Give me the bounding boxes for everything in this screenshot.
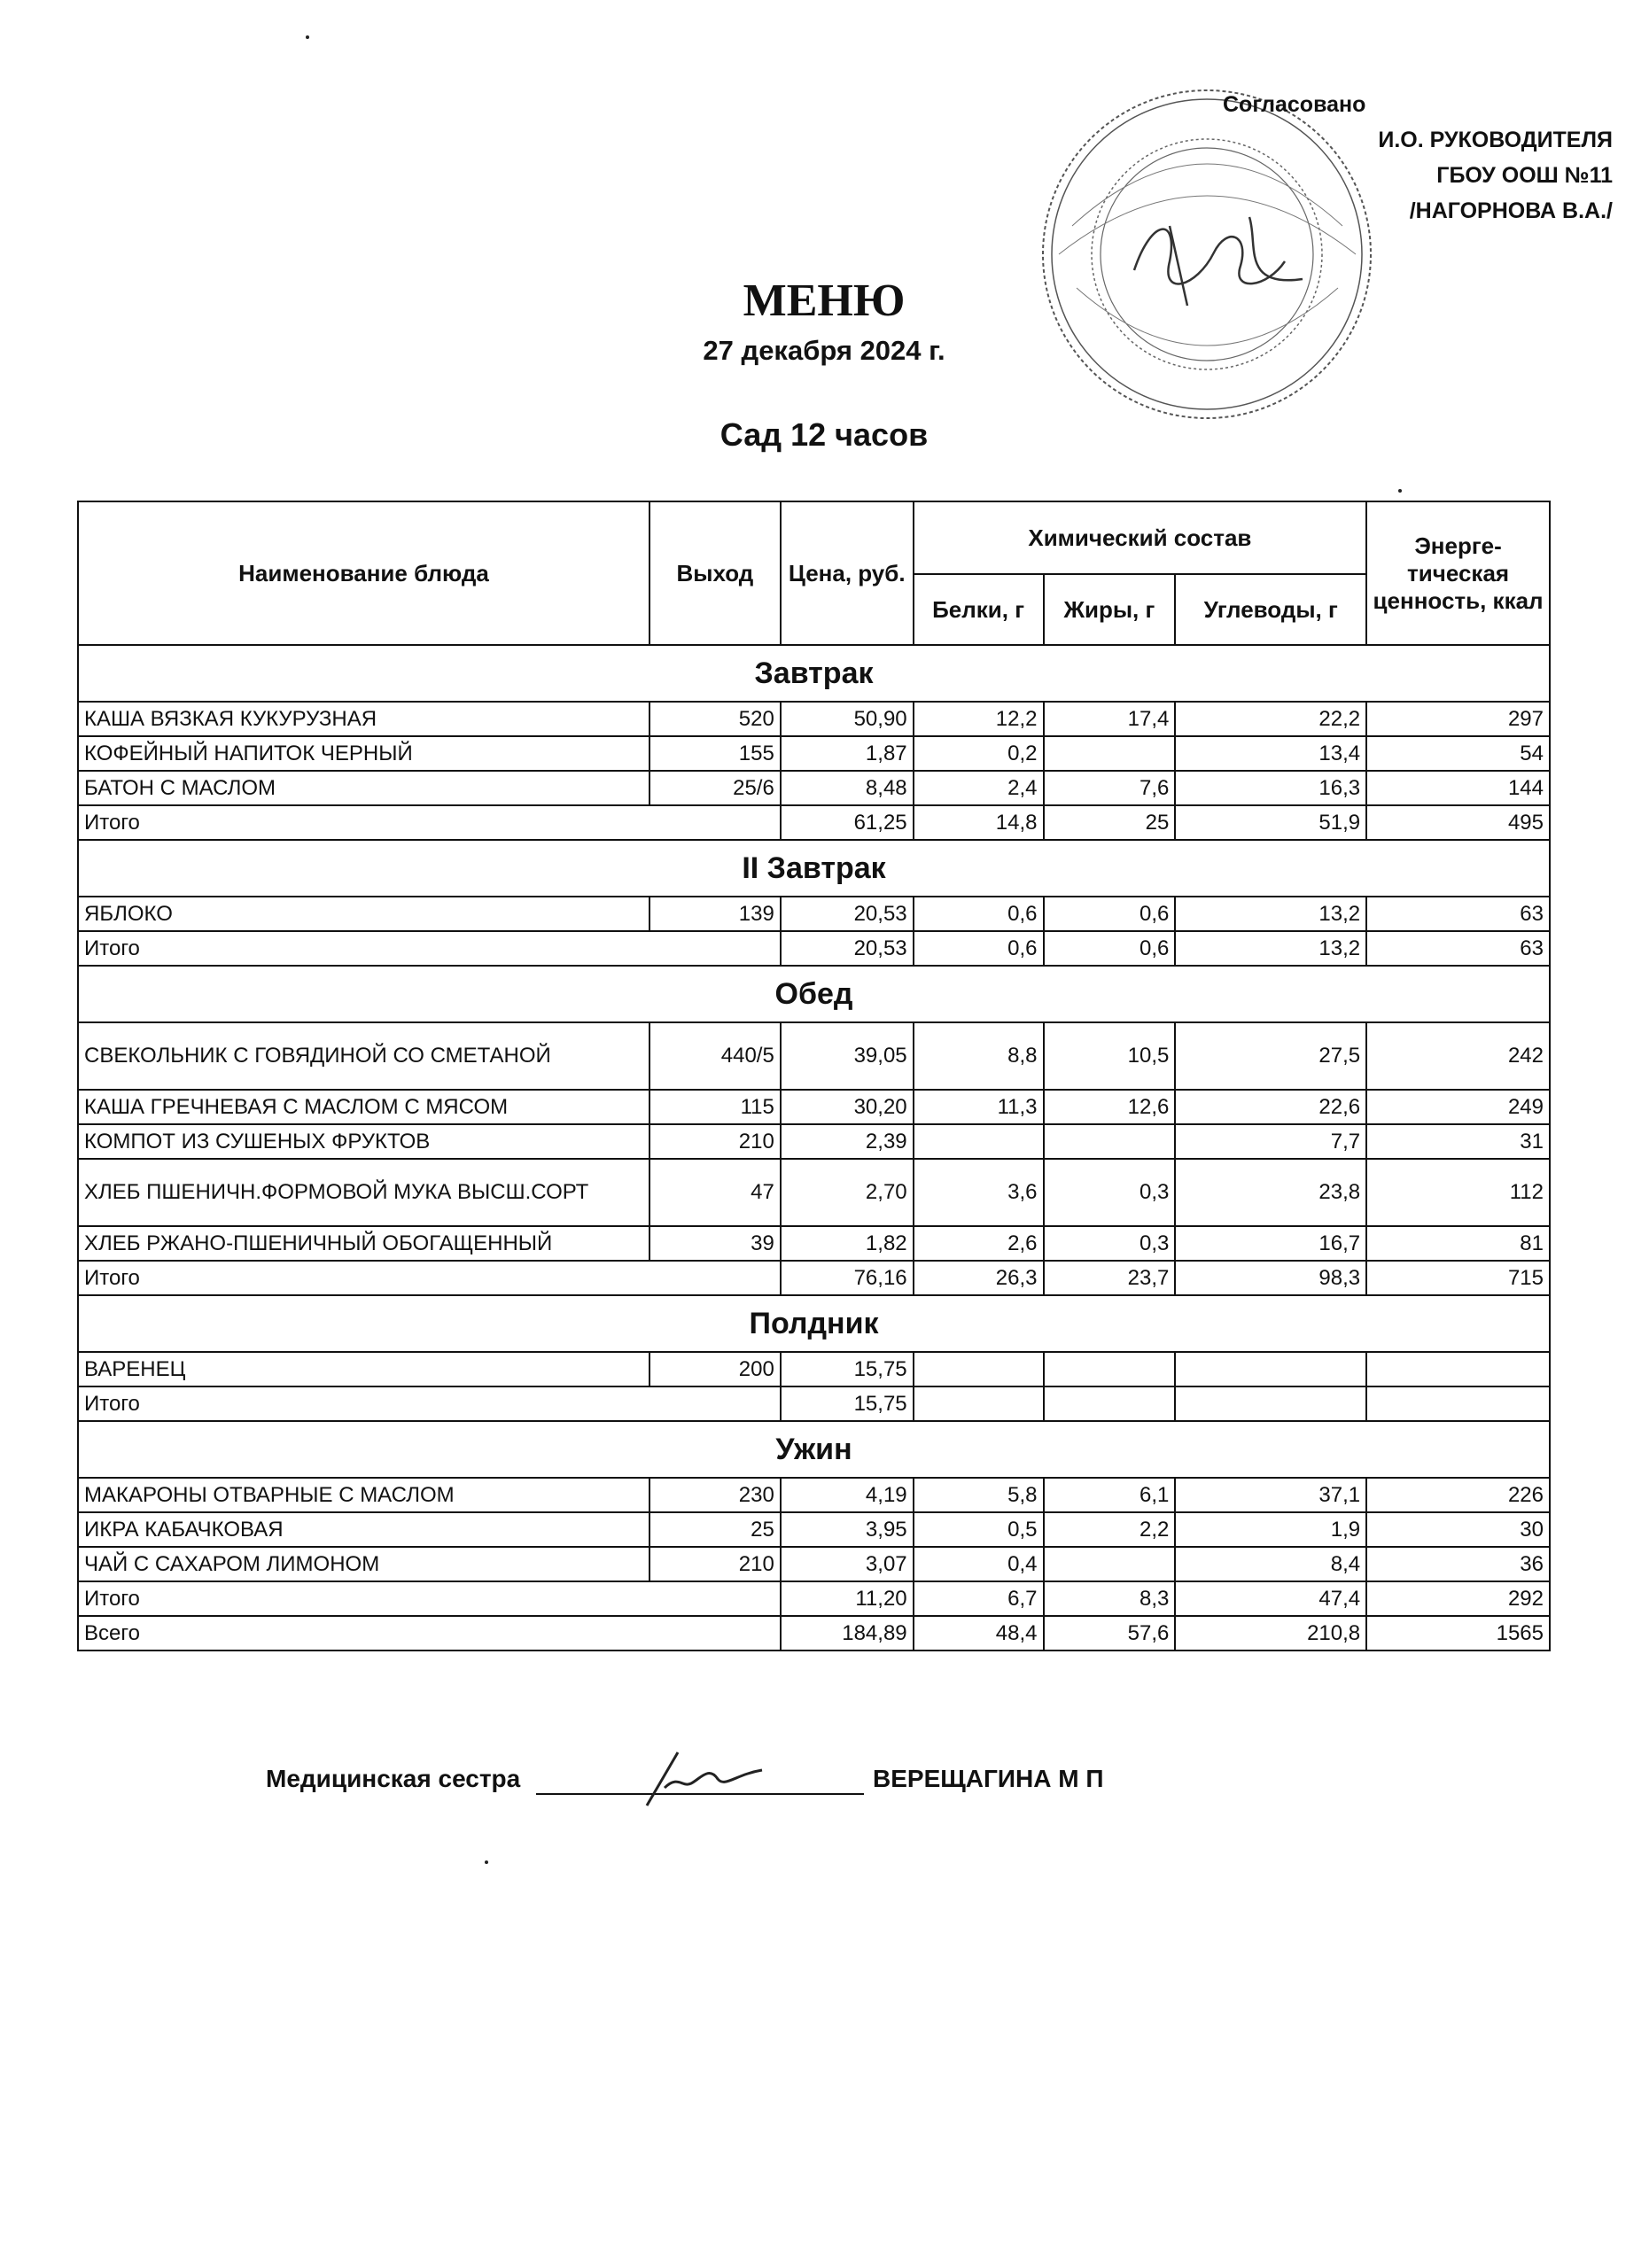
dish-carbs: 23,8	[1175, 1159, 1366, 1226]
dish-price: 8,48	[781, 771, 914, 805]
header-protein: Белки, г	[914, 574, 1044, 645]
dish-fat: 0,6	[1044, 897, 1176, 931]
header-carbs: Углеводы, г	[1175, 574, 1366, 645]
total-carbs	[1175, 1386, 1366, 1421]
dish-name: КАША ГРЕЧНЕВАЯ С МАСЛОМ С МЯСОМ	[78, 1090, 649, 1124]
table-row	[78, 897, 1550, 931]
total-label: Итого	[78, 1261, 781, 1295]
section-title: Завтрак	[78, 645, 1550, 702]
dish-output: 25	[649, 1512, 781, 1547]
dish-price: 15,75	[781, 1352, 914, 1386]
section-header	[78, 1295, 1550, 1352]
table-row	[78, 1512, 1550, 1547]
total-price: 76,16	[781, 1261, 914, 1295]
dish-output: 200	[649, 1352, 781, 1386]
grand-total-fat: 57,6	[1044, 1616, 1176, 1651]
dish-energy: 242	[1366, 1022, 1550, 1090]
dish-output: 520	[649, 702, 781, 736]
dish-name: ВАРЕНЕЦ	[78, 1352, 649, 1386]
total-label: Итого	[78, 1386, 781, 1421]
dish-carbs	[1175, 1352, 1366, 1386]
page-title: МЕНЮ	[743, 276, 906, 326]
total-protein	[914, 1386, 1044, 1421]
table-row	[78, 771, 1550, 805]
section-total-row	[78, 931, 1550, 966]
dish-carbs: 37,1	[1175, 1478, 1366, 1512]
table-row	[78, 1352, 1550, 1386]
dish-fat	[1044, 736, 1176, 771]
dish-price: 2,39	[781, 1124, 914, 1159]
total-fat: 25	[1044, 805, 1176, 840]
approval-signatory: /НАГОРНОВА В.А./	[1409, 198, 1613, 223]
total-fat	[1044, 1386, 1176, 1421]
dish-carbs: 27,5	[1175, 1022, 1366, 1090]
total-protein: 26,3	[914, 1261, 1044, 1295]
dish-name: ЯБЛОКО	[78, 897, 649, 931]
dish-output: 115	[649, 1090, 781, 1124]
scan-speck	[485, 1860, 488, 1864]
total-energy: 63	[1366, 931, 1550, 966]
dish-energy: 144	[1366, 771, 1550, 805]
dish-fat: 0,3	[1044, 1159, 1176, 1226]
dish-carbs: 13,4	[1175, 736, 1366, 771]
dish-protein	[914, 1352, 1044, 1386]
dish-price: 50,90	[781, 702, 914, 736]
section-total-row	[78, 805, 1550, 840]
signature-name: ВЕРЕЩАГИНА М П	[873, 1765, 1104, 1792]
header-name: Наименование блюда	[78, 501, 649, 645]
scan-speck	[306, 35, 309, 39]
handwritten-signature	[629, 1748, 771, 1810]
dish-energy: 30	[1366, 1512, 1550, 1547]
total-carbs: 13,2	[1175, 931, 1366, 966]
dish-fat: 7,6	[1044, 771, 1176, 805]
dish-energy: 112	[1366, 1159, 1550, 1226]
dish-energy: 81	[1366, 1226, 1550, 1261]
table-row	[78, 1090, 1550, 1124]
dish-energy: 36	[1366, 1547, 1550, 1581]
table-row	[78, 1547, 1550, 1581]
total-fat: 0,6	[1044, 931, 1176, 966]
dish-fat	[1044, 1547, 1176, 1581]
approval-organization: ГБОУ ООШ №11	[1436, 163, 1613, 188]
dish-price: 1,87	[781, 736, 914, 771]
dish-carbs: 8,4	[1175, 1547, 1366, 1581]
total-carbs: 98,3	[1175, 1261, 1366, 1295]
dish-energy: 249	[1366, 1090, 1550, 1124]
total-energy: 495	[1366, 805, 1550, 840]
dish-carbs: 13,2	[1175, 897, 1366, 931]
grand-total-carbs: 210,8	[1175, 1616, 1366, 1651]
dish-protein: 0,5	[914, 1512, 1044, 1547]
dish-carbs: 22,6	[1175, 1090, 1366, 1124]
section-title: Полдник	[78, 1295, 1550, 1352]
section-header	[78, 1421, 1550, 1478]
total-protein: 14,8	[914, 805, 1044, 840]
total-price: 15,75	[781, 1386, 914, 1421]
dish-carbs: 7,7	[1175, 1124, 1366, 1159]
dish-name: МАКАРОНЫ ОТВАРНЫЕ С МАСЛОМ	[78, 1478, 649, 1512]
dish-price: 3,07	[781, 1547, 914, 1581]
dish-protein: 2,6	[914, 1226, 1044, 1261]
dish-carbs: 16,7	[1175, 1226, 1366, 1261]
dish-name: ХЛЕБ РЖАНО-ПШЕНИЧНЫЙ ОБОГАЩЕННЫЙ	[78, 1226, 649, 1261]
section-title: II Завтрак	[78, 840, 1550, 897]
table-row	[78, 1478, 1550, 1512]
dish-output: 25/6	[649, 771, 781, 805]
dish-price: 30,20	[781, 1090, 914, 1124]
section-title: Ужин	[78, 1421, 1550, 1478]
dish-protein: 12,2	[914, 702, 1044, 736]
total-fat: 23,7	[1044, 1261, 1176, 1295]
header-price: Цена, руб.	[781, 501, 914, 645]
approval-heading: Согласовано	[1223, 92, 1366, 117]
dish-price: 1,82	[781, 1226, 914, 1261]
dish-energy: 297	[1366, 702, 1550, 736]
dish-fat: 2,2	[1044, 1512, 1176, 1547]
dish-name: КОМПОТ ИЗ СУШЕНЫХ ФРУКТОВ	[78, 1124, 649, 1159]
dish-output: 210	[649, 1547, 781, 1581]
dish-output: 210	[649, 1124, 781, 1159]
approval-block	[1223, 87, 1613, 229]
dish-protein: 0,4	[914, 1547, 1044, 1581]
total-carbs: 51,9	[1175, 805, 1366, 840]
dish-protein: 8,8	[914, 1022, 1044, 1090]
total-price: 20,53	[781, 931, 914, 966]
dish-fat: 0,3	[1044, 1226, 1176, 1261]
dish-protein: 5,8	[914, 1478, 1044, 1512]
dish-output: 39	[649, 1226, 781, 1261]
dish-price: 3,95	[781, 1512, 914, 1547]
total-label: Итого	[78, 805, 781, 840]
dish-price: 4,19	[781, 1478, 914, 1512]
dish-output: 440/5	[649, 1022, 781, 1090]
grand-total-label: Всего	[78, 1616, 781, 1651]
section-title: Обед	[78, 966, 1550, 1022]
total-energy: 715	[1366, 1261, 1550, 1295]
section-header	[78, 645, 1550, 702]
dish-carbs: 1,9	[1175, 1512, 1366, 1547]
dish-name: ЧАЙ С САХАРОМ ЛИМОНОМ	[78, 1547, 649, 1581]
dish-protein: 11,3	[914, 1090, 1044, 1124]
table-row	[78, 1159, 1550, 1226]
menu-subtitle: Сад 12 часов	[719, 416, 929, 453]
dish-name: КАША ВЯЗКАЯ КУКУРУЗНАЯ	[78, 702, 649, 736]
grand-total-energy: 1565	[1366, 1616, 1550, 1651]
dish-name: ИКРА КАБАЧКОВАЯ	[78, 1512, 649, 1547]
total-energy: 292	[1366, 1581, 1550, 1616]
dish-protein: 3,6	[914, 1159, 1044, 1226]
section-total-row	[78, 1581, 1550, 1616]
dish-fat: 6,1	[1044, 1478, 1176, 1512]
total-protein: 0,6	[914, 931, 1044, 966]
menu-table	[77, 501, 1551, 1651]
table-row	[78, 1022, 1550, 1090]
dish-output: 230	[649, 1478, 781, 1512]
dish-carbs: 16,3	[1175, 771, 1366, 805]
dish-name: СВЕКОЛЬНИК С ГОВЯДИНОЙ СО СМЕТАНОЙ	[78, 1022, 649, 1090]
signature-block	[266, 1752, 1241, 1806]
dish-energy: 63	[1366, 897, 1550, 931]
grand-total-protein: 48,4	[914, 1616, 1044, 1651]
total-label: Итого	[78, 1581, 781, 1616]
dish-energy	[1366, 1352, 1550, 1386]
total-carbs: 47,4	[1175, 1581, 1366, 1616]
header-chemical-composition: Химический состав	[914, 501, 1367, 574]
total-label: Итого	[78, 931, 781, 966]
dish-carbs: 22,2	[1175, 702, 1366, 736]
dish-output: 47	[649, 1159, 781, 1226]
scan-speck	[1398, 489, 1402, 493]
dish-energy: 31	[1366, 1124, 1550, 1159]
menu-date: 27 декабря 2024 г.	[703, 335, 945, 366]
section-total-row	[78, 1386, 1550, 1421]
approval-position: И.О. РУКОВОДИТЕЛЯ	[1378, 128, 1613, 152]
dish-protein: 0,2	[914, 736, 1044, 771]
dish-energy: 54	[1366, 736, 1550, 771]
dish-energy: 226	[1366, 1478, 1550, 1512]
dish-fat: 12,6	[1044, 1090, 1176, 1124]
table-row	[78, 702, 1550, 736]
section-header	[78, 966, 1550, 1022]
dish-fat	[1044, 1352, 1176, 1386]
table-row	[78, 1124, 1550, 1159]
table-row	[78, 736, 1550, 771]
total-energy	[1366, 1386, 1550, 1421]
dish-name: ХЛЕБ ПШЕНИЧН.ФОРМОВОЙ МУКА ВЫСШ.СОРТ	[78, 1159, 649, 1226]
dish-price: 39,05	[781, 1022, 914, 1090]
section-header	[78, 840, 1550, 897]
dish-price: 20,53	[781, 897, 914, 931]
signature-label: Медицинская сестра	[266, 1765, 521, 1792]
total-fat: 8,3	[1044, 1581, 1176, 1616]
dish-name: КОФЕЙНЫЙ НАПИТОК ЧЕРНЫЙ	[78, 736, 649, 771]
table-row	[78, 1226, 1550, 1261]
dish-protein	[914, 1124, 1044, 1159]
dish-price: 2,70	[781, 1159, 914, 1226]
header-output: Выход	[649, 501, 781, 645]
dish-fat: 17,4	[1044, 702, 1176, 736]
dish-output: 139	[649, 897, 781, 931]
section-total-row	[78, 1261, 1550, 1295]
total-price: 61,25	[781, 805, 914, 840]
dish-fat	[1044, 1124, 1176, 1159]
grand-total-row	[78, 1616, 1550, 1651]
total-price: 11,20	[781, 1581, 914, 1616]
total-protein: 6,7	[914, 1581, 1044, 1616]
dish-protein: 0,6	[914, 897, 1044, 931]
grand-total-price: 184,89	[781, 1616, 914, 1651]
dish-protein: 2,4	[914, 771, 1044, 805]
header-energy: Энерге-тическая ценность, ккал	[1366, 501, 1550, 645]
dish-name: БАТОН С МАСЛОМ	[78, 771, 649, 805]
header-fat: Жиры, г	[1044, 574, 1176, 645]
dish-fat: 10,5	[1044, 1022, 1176, 1090]
dish-output: 155	[649, 736, 781, 771]
menu-body	[78, 645, 1550, 1651]
